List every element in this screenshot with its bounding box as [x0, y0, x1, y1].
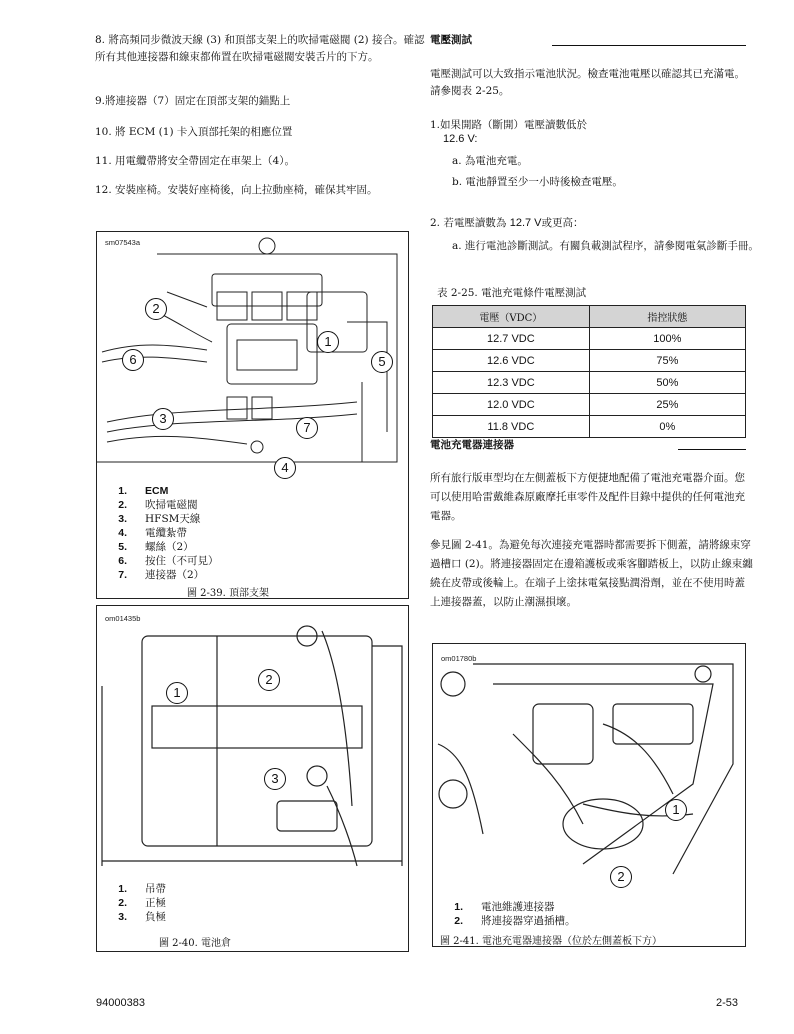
callout-3: 3 [152, 408, 174, 430]
legend-label: 負極 [145, 911, 166, 923]
callout-1: 1 [317, 331, 339, 353]
item-2a: a. 進行電池診斷測試。有關負載測試程序，請參閱電氣診斷手冊。 [452, 240, 759, 252]
legend-label: 電池維護連接器 [481, 901, 555, 913]
charger-paragraph: 所有旅行版車型均在左側蓋板下方便捷地配備了電池充電器介面。您 可以使用哈雷戴維森原廠摩托車零件及配件目錄中提供的任何電池充 電器。 [430, 472, 745, 522]
legend-label: 按住（不可見） [145, 555, 219, 567]
battery-compartment-illustration [97, 606, 408, 871]
legend-label: HFSM天線 [145, 513, 201, 525]
table-row: 12.0 VDC 25% [433, 394, 746, 416]
figure-code: om01435b [105, 614, 141, 623]
callout-2: 2 [610, 866, 632, 888]
callout-1: 1 [166, 682, 188, 704]
callout-1: 1 [665, 799, 687, 821]
step-8-line2: 所有其他連接器和線束都佈置在吹掃電磁閥安裝舌片的下方。 [95, 51, 379, 63]
callout-7: 7 [296, 417, 318, 439]
callout-5: 5 [371, 351, 393, 373]
table-title: 表 2-25. 電池充電條件電壓測試 [437, 287, 587, 299]
step-11: 11. 用電纜帶將安全帶固定在車架上（4）。 [95, 155, 295, 167]
callout-2: 2 [258, 669, 280, 691]
item-2: 2. 若電壓讀數為 12.7 V或更高： [430, 217, 584, 229]
section-rule [678, 449, 746, 450]
figure-code: sm07543a [105, 238, 141, 247]
legend-label: ECM [145, 485, 169, 497]
figure-code: om01780b [441, 654, 477, 663]
page-number: 2-53 [716, 997, 739, 1009]
figure-ref-paragraph: 參見圖 2-41。為避免每次連接充電器時都需要拆下側蓋，請將線束穿 過槽口 (2)。將連接器固定在邊箱護板或乘客腳踏板上，以防止線束纏 繞在皮帶或後輪上。在端子上塗抹電氣接點潤滑劑，並在不使用時蓋 上連接器蓋，以防止潮濕損壞。 [430, 539, 753, 608]
table-row: 12.7 VDC 100% [433, 328, 746, 350]
legend-label: 將連接器穿過插槽。 [481, 915, 576, 927]
callout-6: 6 [122, 349, 144, 371]
figure-2-39 [96, 231, 409, 599]
figure-2-40 [96, 605, 409, 952]
item-1b: b. 電池靜置至少一小時後檢查電壓。 [452, 176, 623, 188]
document-number: 94000383 [96, 997, 145, 1009]
callout-4: 4 [274, 457, 296, 479]
voltage-paragraph-line1: 電壓測試可以大致指示電池狀況。檢查電池電壓以確認其已充滿電。 [430, 68, 745, 80]
legend-label: 正極 [145, 897, 166, 909]
step-9: 9.將連接器（7）固定在頂部支架的錨點上 [95, 95, 291, 107]
section-title-charger-connector: 電池充電器連接器 [430, 439, 514, 451]
callout-3: 3 [264, 768, 286, 790]
table-row: 12.3 VDC 50% [433, 372, 746, 394]
voltage-paragraph-line2: 請參閱表 2-25。 [430, 85, 510, 97]
table-row: 12.6 VDC 75% [433, 350, 746, 372]
legend-label: 吊帶 [145, 883, 166, 895]
table-row: 11.8 VDC 0% [433, 416, 746, 438]
figure-legend: 1. 電池維護連接器 2. 將連接器穿過插槽。 [454, 901, 576, 927]
step-10: 10. 將 ECM (1) 卡入頂部托架的相應位置 [95, 126, 293, 138]
callout-2: 2 [145, 298, 167, 320]
section-title-voltage-test: 電壓測試 [430, 34, 472, 46]
step-12: 12. 安裝座椅。安裝好座椅後，向上拉動座椅，確保其牢固。 [95, 184, 378, 196]
legend-label: 吹掃電磁閥 [145, 499, 198, 511]
figure-legend: 1. ECM 2. 吹掃電磁閥 3. HFSM天線 4. 電纜紮帶 5. 螺絲（2） 6. 按住（不可見） 7. 連接器（2） [118, 485, 219, 581]
table-header-voltage: 電壓（VDC） [433, 306, 590, 328]
figure-caption: 圖 2-41. 電池充電器連接器（位於左側蓋板下方） [440, 936, 663, 947]
charger-connector-illustration [433, 644, 745, 879]
item-1a: a. 為電池充電。 [452, 155, 528, 167]
ecm-bracket-illustration [97, 232, 408, 477]
legend-label: 電纜紮帶 [145, 527, 187, 539]
item-1-line1: 1.如果開路（斷開）電壓讀數低於 [430, 119, 588, 131]
legend-label: 連接器（2） [145, 569, 205, 581]
figure-legend: 1. 吊帶 2. 正極 3. 負極 [118, 883, 166, 923]
legend-label: 螺絲（2） [145, 541, 194, 553]
figure-caption: 圖 2-40. 電池倉 [159, 938, 232, 949]
figure-2-41 [432, 643, 746, 947]
voltage-table [432, 305, 746, 438]
table-header-state: 指控狀態 [589, 306, 745, 328]
section-rule [552, 45, 746, 46]
step-8-line1: 8. 將高頻同步微波天線 (3) 和頂部支架上的吹掃電磁閥 (2) 接合。確認 [95, 34, 425, 46]
item-1-line2: 12.6 V: [443, 133, 478, 145]
figure-caption: 圖 2-39. 頂部支架 [187, 588, 270, 599]
